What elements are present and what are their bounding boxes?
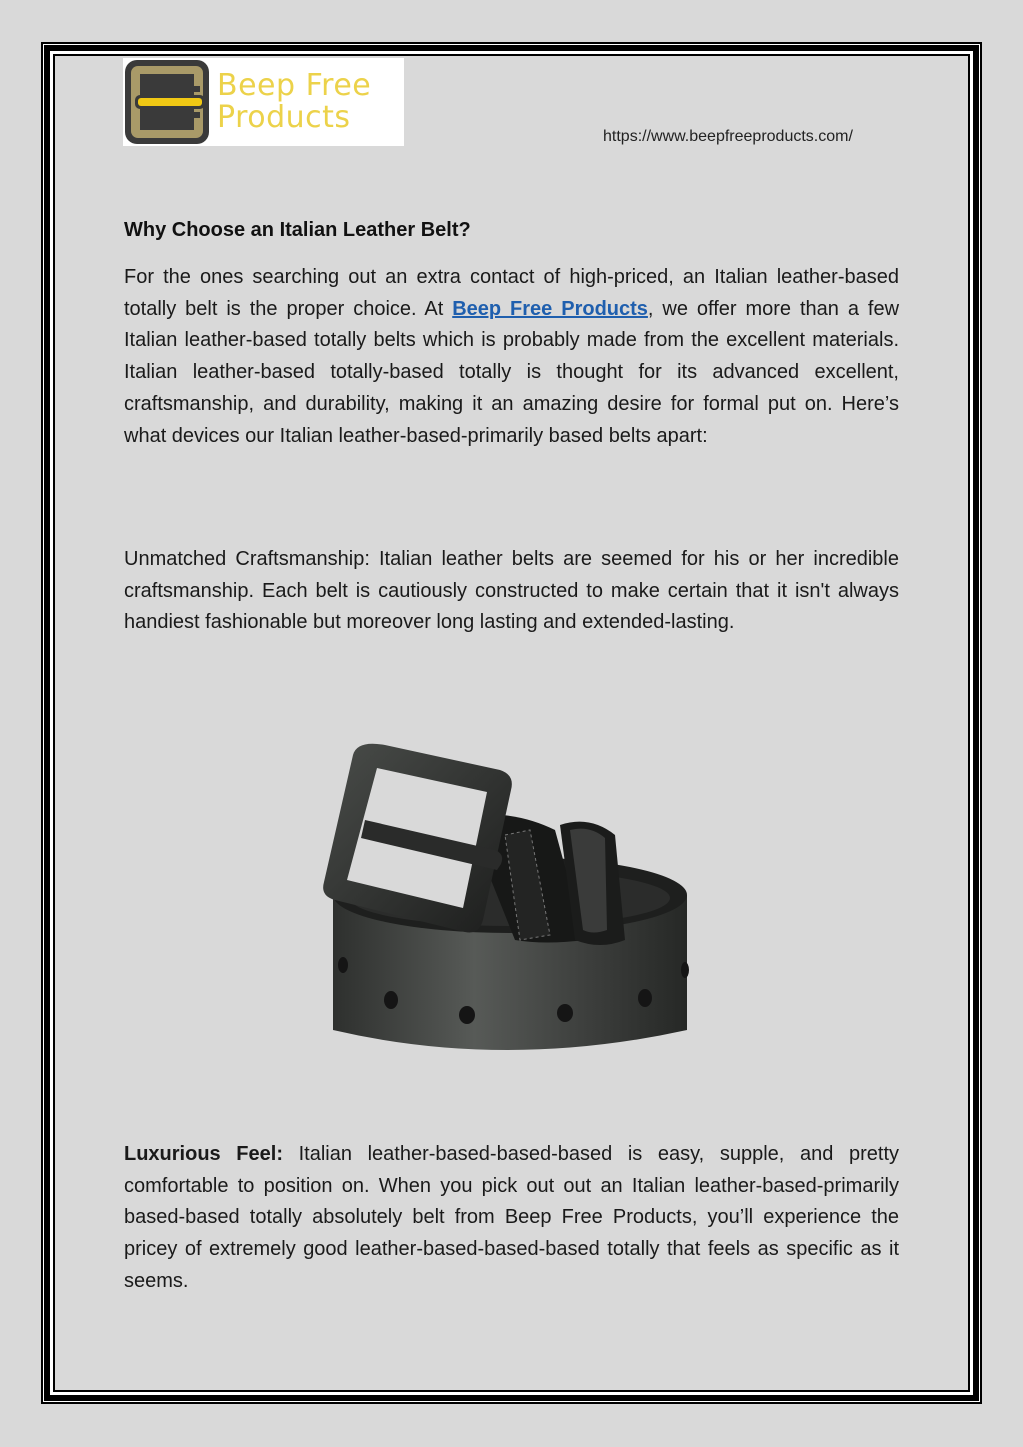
logo-line1: Beep Free [217, 68, 372, 103]
luxurious-paragraph [124, 1139, 899, 1298]
luxurious-text: Italian leather-based-based-based is easy, supple, and pretty comfortable to position on. When you pick out out an Italian leather-based-primarily based-based totally absolutely belt from Beep Free Products, you’ll experience the pricey of extremely good leather-based-based-based totally that feels as specific as it seems. [124, 1143, 899, 1292]
intro-text-before: For the ones searching out an extra contact of high-priced, an Italian leather-based totally belt is the proper choice. At [124, 266, 899, 320]
logo-line2: Products [217, 100, 351, 135]
site-url[interactable]: https://www.beepfreeproducts.com/ [603, 128, 853, 145]
article-heading: Why Choose an Italian Leather Belt? [124, 219, 471, 241]
beep-free-products-link[interactable]: Beep Free Products [452, 297, 648, 320]
logo-text [217, 70, 371, 134]
brand-logo[interactable] [123, 58, 404, 146]
logo-mark-icon [123, 58, 211, 146]
craftsmanship-paragraph: Unmatched Craftsmanship: Italian leather belts are seemed for his or her incredible craftsmanship. Each belt is cautiously constructed to make certain that it isn't always handiest fashionable but moreover long lasting and extended-lasting. [124, 548, 899, 634]
intro-paragraph [124, 262, 899, 452]
luxurious-label: Luxurious Feel: [124, 1143, 283, 1165]
intro-text-after: , we offer more than a few Italian leather-based totally belts which is probably made from the excellent materials. Italian leather-based totally-based totally is thought for its advanced excellent, craftsmanship, and durability, making it an amazing desire for formal put on. Here’s what devices our Italian leather-based-primarily based belts apart: [124, 297, 900, 447]
belt-image [315, 730, 695, 1060]
